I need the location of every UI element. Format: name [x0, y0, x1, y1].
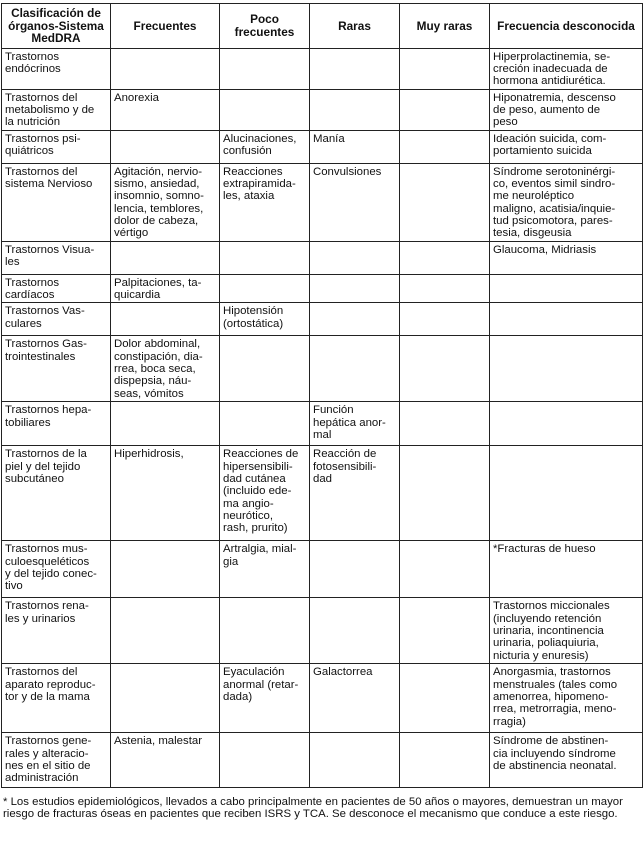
cell-soc: Trastornos del sistema Nervioso [2, 163, 111, 241]
cell-raras [310, 303, 400, 336]
cell-poco-frecuentes: Eyaculación anormal (retar- dada) [220, 664, 310, 733]
cell-raras [310, 274, 400, 303]
table-row [2, 89, 643, 130]
cell-frecuencia-desconocida: Hiponatremia, descenso de peso, aumento de peso [490, 89, 643, 130]
cell-raras: Galactorrea [310, 664, 400, 733]
cell-poco-frecuentes [220, 48, 310, 89]
cell-frecuentes: Astenia, malestar [111, 733, 220, 788]
cell-raras [310, 241, 400, 274]
cell-muy-raras [400, 598, 490, 664]
table-row [2, 241, 643, 274]
cell-soc: Trastornos psi- quiátricos [2, 130, 111, 163]
cell-poco-frecuentes [220, 241, 310, 274]
cell-frecuentes: Anorexia [111, 89, 220, 130]
cell-poco-frecuentes: Reacciones de hipersensibili- dad cutánea (incluido ede- ma angio- neurótico, rash, prurito) [220, 446, 310, 541]
table-row [2, 274, 643, 303]
cell-poco-frecuentes: Alucinaciones, confusión [220, 130, 310, 163]
header-raras: Raras [310, 4, 400, 49]
cell-raras: Función hepática anor- mal [310, 402, 400, 446]
cell-frecuentes: Dolor abdominal, constipación, dia- rrea, boca seca, dispepsia, náu- seas, vómitos [111, 336, 220, 402]
table-row [2, 402, 643, 446]
table-row [2, 130, 643, 163]
header-row [2, 4, 643, 49]
cell-frecuentes [111, 48, 220, 89]
cell-soc: Trastornos hepa- tobiliares [2, 402, 111, 446]
cell-frecuentes: Palpitaciones, ta- quicardia [111, 274, 220, 303]
cell-raras: Reacción de fotosensibili- dad [310, 446, 400, 541]
cell-soc: Trastornos de la piel y del tejido subcutáneo [2, 446, 111, 541]
cell-poco-frecuentes [220, 733, 310, 788]
cell-poco-frecuentes: Hipotensión (ortostática) [220, 303, 310, 336]
cell-soc: Trastornos cardíacos [2, 274, 111, 303]
cell-soc: Trastornos del aparato reproduc- tor y de la mama [2, 664, 111, 733]
cell-poco-frecuentes: Artralgia, mial- gia [220, 541, 310, 598]
cell-frecuentes [111, 541, 220, 598]
cell-frecuencia-desconocida [490, 446, 643, 541]
cell-muy-raras [400, 664, 490, 733]
cell-frecuencia-desconocida: Glaucoma, Midriasis [490, 241, 643, 274]
cell-frecuencia-desconocida: Síndrome serotoninérgi- co, eventos simil sindro- me neuroléptico maligno, acatisia/inquie- tud psicomotora, pares- tesia, disgeusia [490, 163, 643, 241]
cell-frecuentes [111, 664, 220, 733]
cell-frecuentes [111, 303, 220, 336]
header-soc: Clasificación de órganos-Sistema MedDRA [2, 4, 111, 49]
cell-poco-frecuentes [220, 402, 310, 446]
cell-raras [310, 733, 400, 788]
cell-frecuencia-desconocida: Ideación suicida, com- portamiento suicida [490, 130, 643, 163]
cell-muy-raras [400, 130, 490, 163]
cell-frecuentes: Agitación, nervio- sismo, ansiedad, insomnio, somno- lencia, temblores, dolor de cabeza, vértigo [111, 163, 220, 241]
table-row [2, 446, 643, 541]
header-muy-raras: Muy raras [400, 4, 490, 49]
cell-soc: Trastornos Gas- trointestinales [2, 336, 111, 402]
cell-frecuencia-desconocida [490, 274, 643, 303]
cell-frecuencia-desconocida [490, 336, 643, 402]
cell-soc: Trastornos mus- culoesqueléticos y del tejido conec- tivo [2, 541, 111, 598]
cell-muy-raras [400, 541, 490, 598]
cell-raras [310, 541, 400, 598]
table-row [2, 163, 643, 241]
cell-poco-frecuentes [220, 336, 310, 402]
cell-raras [310, 48, 400, 89]
table-row [2, 541, 643, 598]
adverse-reactions-table [1, 3, 643, 788]
cell-muy-raras [400, 303, 490, 336]
cell-frecuencia-desconocida [490, 303, 643, 336]
cell-muy-raras [400, 336, 490, 402]
header-frecuencia-desconocida: Frecuencia desconocida [490, 4, 643, 49]
table-row [2, 303, 643, 336]
cell-frecuentes: Hiperhidrosis, [111, 446, 220, 541]
cell-raras [310, 89, 400, 130]
cell-muy-raras [400, 733, 490, 788]
footnote: * Los estudios epidemiológicos, llevados a cabo principalmente en pacientes de 50 años o mayores, demuestran un mayor riesgo de fracturas óseas en pacientes que reciben ISRS y TCA. Se desconoce el mecanismo que conduce a este riesgo. [3, 796, 623, 821]
cell-raras [310, 598, 400, 664]
cell-soc: Trastornos Visua- les [2, 241, 111, 274]
cell-muy-raras [400, 402, 490, 446]
cell-frecuencia-desconocida: Trastornos miccionales (incluyendo retención urinaria, incontinencia urinaria, poliaquiuria, nicturia y enuresis) [490, 598, 643, 664]
cell-frecuencia-desconocida: Anorgasmia, trastornos menstruales (tales como amenorrea, hipomeno- rrea, metrorragia, meno- rragia) [490, 664, 643, 733]
cell-soc: Trastornos Vas- culares [2, 303, 111, 336]
cell-soc: Trastornos endócrinos [2, 48, 111, 89]
cell-poco-frecuentes [220, 274, 310, 303]
cell-raras: Manía [310, 130, 400, 163]
cell-soc: Trastornos gene- rales y alteracio- nes en el sitio de administración [2, 733, 111, 788]
cell-muy-raras [400, 89, 490, 130]
table-row [2, 336, 643, 402]
cell-muy-raras [400, 274, 490, 303]
cell-soc: Trastornos del metabolismo y de la nutrición [2, 89, 111, 130]
cell-poco-frecuentes: Reacciones extrapiramida- les, ataxia [220, 163, 310, 241]
header-frecuentes: Frecuentes [111, 4, 220, 49]
cell-muy-raras [400, 48, 490, 89]
cell-poco-frecuentes [220, 89, 310, 130]
table-row [2, 48, 643, 89]
cell-muy-raras [400, 241, 490, 274]
cell-frecuencia-desconocida: *Fracturas de hueso [490, 541, 643, 598]
table-row [2, 598, 643, 664]
table-row [2, 733, 643, 788]
cell-frecuencia-desconocida [490, 402, 643, 446]
cell-raras: Convulsiones [310, 163, 400, 241]
cell-frecuentes [111, 241, 220, 274]
cell-frecuencia-desconocida: Hiperprolactinemia, se- creción inadecuada de hormona antidiurética. [490, 48, 643, 89]
cell-frecuentes [111, 402, 220, 446]
table-row [2, 664, 643, 733]
cell-frecuencia-desconocida: Síndrome de abstinen- cia incluyendo síndrome de abstinencia neonatal. [490, 733, 643, 788]
cell-frecuentes [111, 130, 220, 163]
cell-poco-frecuentes [220, 598, 310, 664]
cell-muy-raras [400, 446, 490, 541]
cell-soc: Trastornos rena- les y urinarios [2, 598, 111, 664]
cell-muy-raras [400, 163, 490, 241]
header-poco-frecuentes: Poco frecuentes [220, 4, 310, 49]
cell-frecuentes [111, 598, 220, 664]
cell-raras [310, 336, 400, 402]
